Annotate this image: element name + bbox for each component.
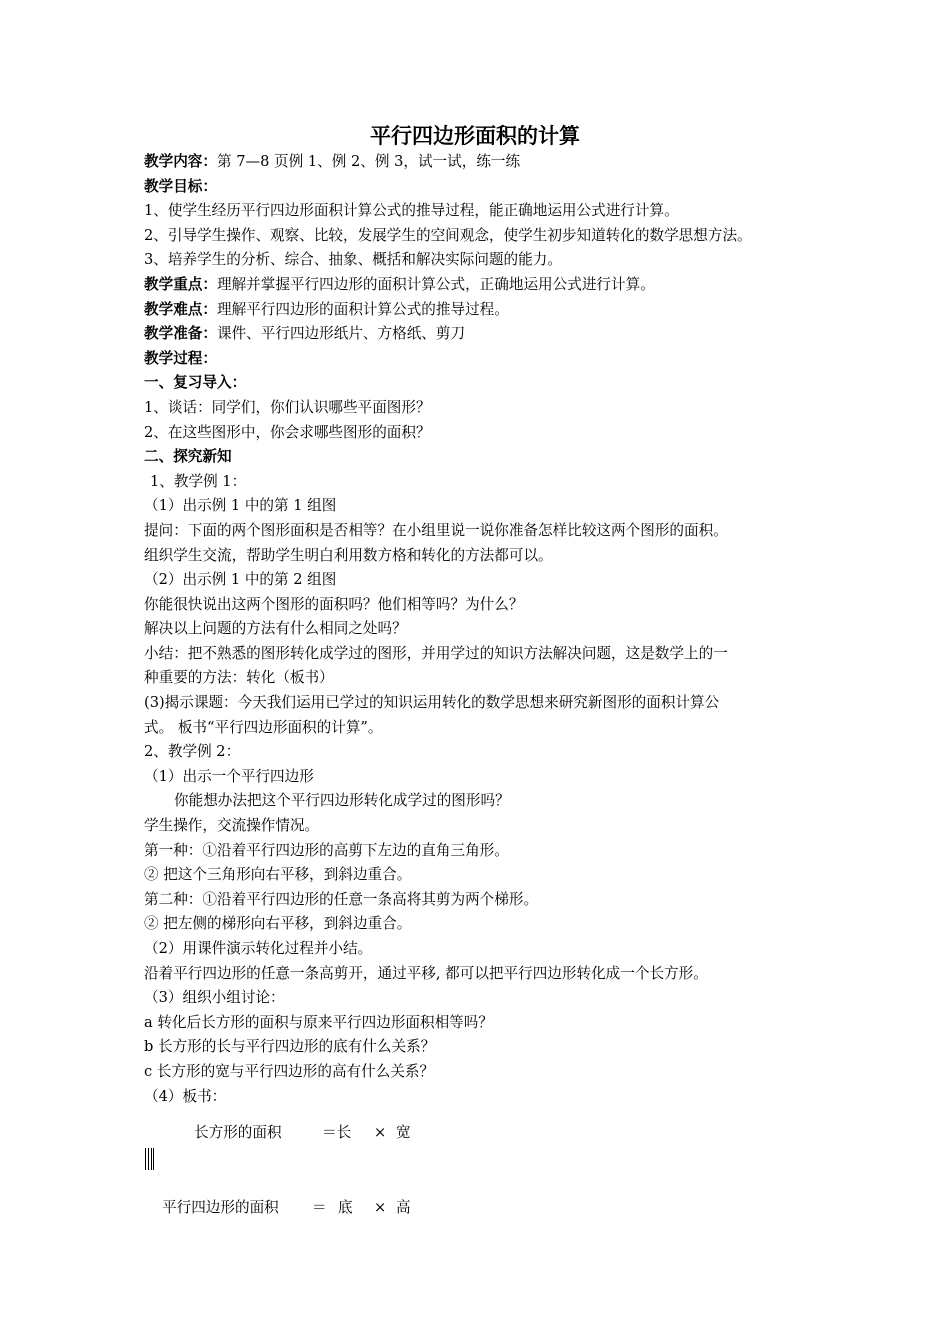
teaching-difficulty (144, 298, 824, 323)
body-line: b 长方形的长与平行四边形的底有什么关系？ (144, 1038, 436, 1056)
document-title: 平行四边形面积的计算 (370, 123, 580, 148)
difficulty-label: 教学难点： (144, 300, 217, 318)
body-line: （4）板书： (144, 1087, 227, 1105)
body-line: 小结：把不熟悉的图形转化成学过的图形，并用学过的知识方法解决问题，这是数学上的一 (144, 644, 728, 662)
formula-parallelogram-eq: ＝ (312, 1199, 327, 1216)
body-line: 提问：下面的两个图形面积是否相等？在小组里说一说你准备怎样比较这两个图形的面积。 (144, 521, 728, 539)
body-line: 你能很快说出这两个图形的面积吗？他们相等吗？为什么？ (144, 595, 524, 613)
body-line: （1）出示例 1 中的第 1 组图 (144, 497, 337, 515)
body-line: 解决以上问题的方法有什么相同之处吗？ (144, 620, 407, 638)
body-line: （1）出示一个平行四边形 (144, 767, 314, 785)
body-line: （2）出示例 1 中的第 2 组图 (144, 571, 337, 589)
key-text: 理解并掌握平行四边形的面积计算公式，正确地运用公式进行计算。 (216, 275, 655, 293)
formula-rectangle-last: 宽 (396, 1124, 411, 1141)
difficulty-text: 理解平行四边形的面积计算公式的推导过程。 (216, 300, 509, 318)
body-line: ② 把这个三角形向右平移，到斜边重合。 (144, 866, 412, 884)
formula-parallelogram-first: 底 (338, 1199, 353, 1216)
body-line: (3)揭示课题：今天我们运用已学过的知识运用转化的数学思想来研究新图形的面积计算公 (144, 694, 720, 712)
body-line: 第二种：①沿着平行四边形的任意一条高将其剪为两个梯形。 (144, 890, 539, 908)
formula-parallelogram-times: × (374, 1199, 387, 1216)
body-line: 2、教学例 2： (144, 743, 241, 761)
body-line: 沿着平行四边形的任意一条高剪开，通过平移, 都可以把平行四边形转化成一个长方形。 (144, 964, 708, 982)
teaching-content (144, 150, 824, 175)
formula-rectangle-eq: ＝长 (322, 1124, 352, 1141)
goal-item: 3、培养学生的分析、综合、抽象、概括和解决实际问题的能力。 (144, 251, 562, 269)
vertical-bars-mark (145, 1148, 155, 1170)
body-line: a 转化后长方形的面积与原来平行四边形面积相等吗？ (144, 1013, 493, 1031)
prep-label: 教学准备： (144, 325, 217, 343)
content-label: 教学内容： (144, 153, 217, 170)
document-body (144, 150, 824, 1109)
key-label: 教学重点： (144, 275, 217, 293)
body-line: ② 把左侧的梯形向右平移，到斜边重合。 (144, 915, 412, 933)
body-line: 学生操作，交流操作情况。 (144, 817, 320, 835)
prep-text: 课件、平行四边形纸片、方格纸、剪刀 (216, 325, 466, 343)
body-line: 第一种：①沿着平行四边形的高剪下左边的直角三角形。 (144, 841, 509, 859)
content-text: 第 7—8 页例 1、例 2、例 3，试一试，练一练 (216, 153, 521, 170)
body-line: 1、教学例 1： (150, 472, 247, 490)
goal-item: 1、使学生经历平行四边形面积计算公式的推导过程，能正确地运用公式进行计算。 (144, 202, 679, 220)
formula-parallelogram-name: 平行四边形的面积 (162, 1199, 279, 1216)
goal-item: 2、引导学生操作、观察、比较，发展学生的空间观念，使学生初步知道转化的数学思想方法。 (144, 226, 752, 244)
formula-rectangle-times: × (374, 1124, 387, 1141)
body-line: （2）用课件演示转化过程并小结。 (144, 940, 373, 957)
formula-rectangle (194, 1123, 494, 1143)
body-line: 你能想办法把这个平行四边形转化成学过的图形吗？ (174, 792, 510, 810)
body-line: 种重要的方法：转化（板书） (144, 669, 334, 687)
body-line: 组织学生交流，帮助学生明白利用数方格和转化的方法都可以。 (144, 546, 553, 564)
section1-title: 一、复习导入： (144, 374, 247, 392)
body-line: c 长方形的宽与平行四边形的高有什么关系？ (144, 1062, 435, 1080)
body-line: 式。 板书“平行四边形面积的计算”。 (144, 718, 383, 736)
teaching-key (144, 273, 824, 298)
formula-parallelogram (162, 1198, 462, 1218)
process-label: 教学过程： (144, 349, 217, 367)
section2-title: 二、探究新知 (144, 448, 232, 466)
teaching-prep (144, 322, 824, 347)
formula-rectangle-name: 长方形的面积 (194, 1124, 282, 1141)
body-line: （3）组织小组讨论： (144, 989, 285, 1007)
goals-label: 教学目标： (144, 177, 217, 195)
section1-item: 2、在这些图形中，你会求哪些图形的面积？ (144, 423, 431, 441)
section1-item: 1、谈话：同学们，你们认识哪些平面图形？ (144, 398, 431, 416)
formula-parallelogram-last: 高 (396, 1199, 411, 1216)
